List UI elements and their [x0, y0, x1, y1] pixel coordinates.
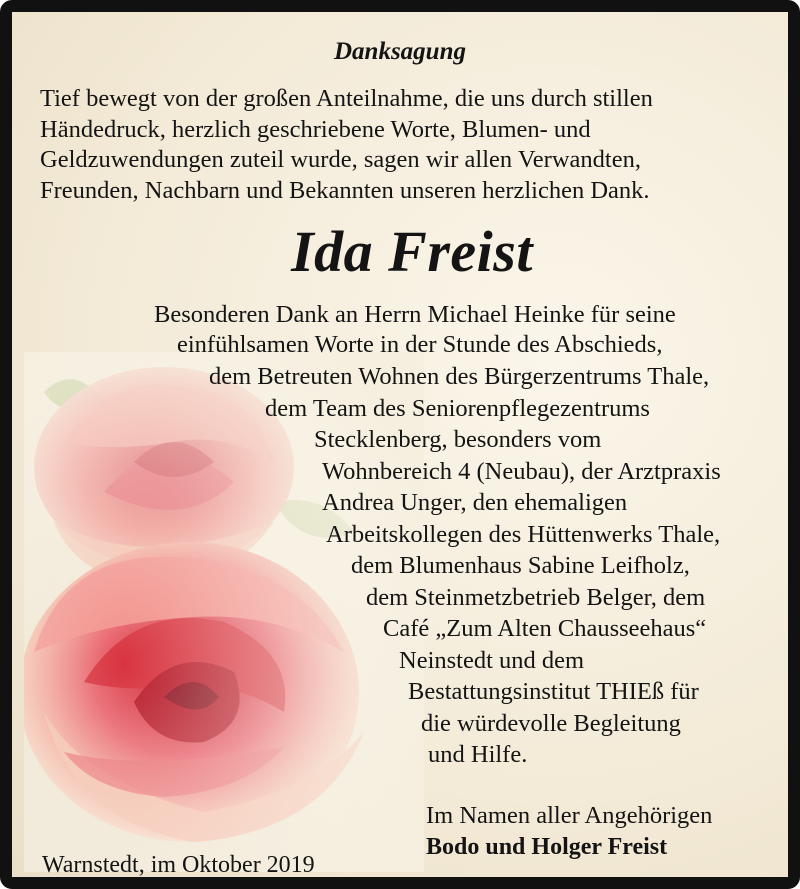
- thanks-line: Wohnbereich 4 (Neubau), der Arztpraxis: [322, 458, 721, 485]
- intro-paragraph: [40, 84, 785, 206]
- intro-line: Freunden, Nachbarn und Bekannten unseren herzlichen Dank.: [40, 176, 650, 204]
- thanks-line: die würdevolle Begleitung: [421, 710, 681, 737]
- thanks-line: Andrea Unger, den ehemaligen: [322, 489, 628, 516]
- thanks-line: Neinstedt und dem: [399, 647, 585, 674]
- thanks-line: Besonderen Dank an Herrn Michael Heinke für seine: [154, 301, 676, 328]
- heading-danksagung: Danksagung: [334, 38, 466, 65]
- signature-intro: Im Namen aller Angehörigen: [426, 802, 713, 829]
- thanks-line: Arbeitskollegen des Hüttenwerks Thale,: [326, 521, 721, 548]
- thanks-line: dem Betreuten Wohnen des Bürgerzentrums Thale,: [209, 363, 710, 390]
- thanks-line: Bestattungsinstitut THIEß für: [408, 678, 699, 705]
- place-date: Warnstedt, im Oktober 2019: [42, 852, 315, 878]
- signature-names: Bodo und Holger Freist: [426, 834, 668, 860]
- intro-line: Händedruck, herzlich geschriebene Worte, Blumen- und: [40, 115, 591, 143]
- deceased-name: Ida Freist: [291, 219, 533, 284]
- thanks-line: und Hilfe.: [428, 741, 528, 768]
- thanks-line: dem Team des Seniorenpflegezentrums: [265, 395, 650, 422]
- intro-line: Tief bewegt von der großen Anteilnahme, die uns durch stillen: [40, 85, 653, 112]
- intro-line: Geldzuwendungen zuteil wurde, sagen wir allen Verwandten,: [40, 146, 641, 173]
- thanks-line: einfühlsamen Worte in der Stunde des Abschieds,: [177, 331, 663, 358]
- thanks-line: dem Steinmetzbetrieb Belger, dem: [366, 584, 706, 611]
- thanks-line: dem Blumenhaus Sabine Leifholz,: [351, 552, 690, 579]
- thanks-line: Stecklenberg, besonders vom: [314, 426, 602, 453]
- thanks-line: Café „Zum Alten Chausseehaus“: [383, 615, 707, 642]
